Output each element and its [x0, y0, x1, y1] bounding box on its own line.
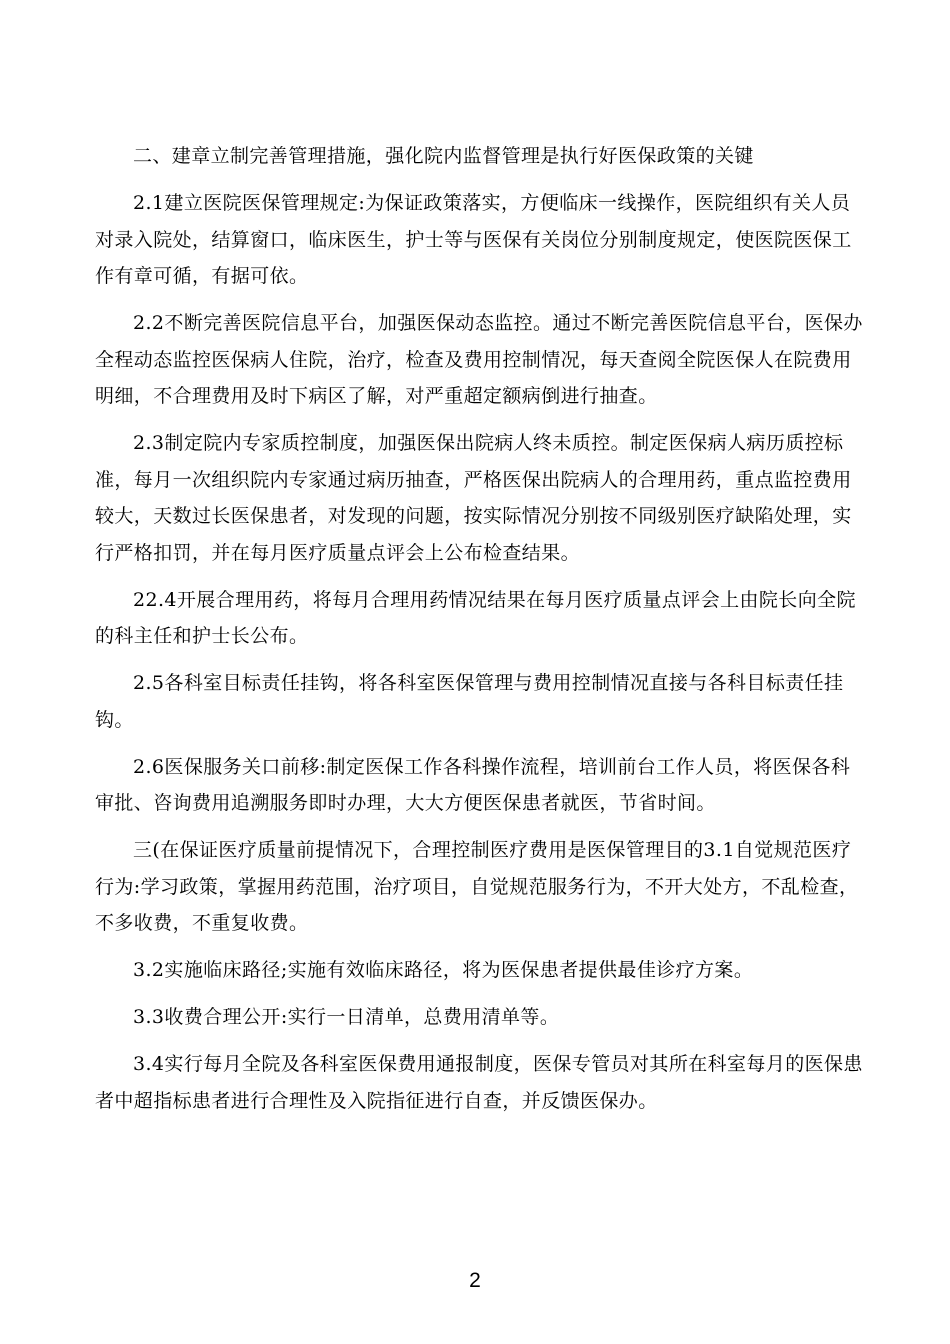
- paragraph-2-1: 2.1建立医院医保管理规定:为保证政策落实，方便临床一线操作，医院组织有关人员对录入院处，结算窗口，临床医生，护士等与医保有关岗位分别制度规定，使医院医保工作有章可循，有据可依。: [95, 192, 852, 287]
- paragraph-3-2: 3.2实施临床路径;实施有效临床路径，将为医保患者提供最佳诊疗方案。: [133, 959, 754, 981]
- paragraph-2-4: 22.4开展合理用药，将每月合理用药情况结果在每月医疗质量点评会上由院长向全院的科主任和护士长公布。: [95, 588, 856, 647]
- document-body: [95, 138, 865, 1130]
- paragraph-section-3: 三(在保证医疗质量前提情况下，合理控制医疗费用是医保管理目的3.1自觉规范医疗行为:学习政策，掌握用药范围，治疗项目，自觉规范服务行为，不开大处方，不乱检查，不多收费，不重复收费。: [95, 839, 859, 934]
- paragraph-2-6: 2.6医保服务关口前移:制定医保工作各科操作流程，培训前台工作人员，将医保各科审批、咨询费用追溯服务即时办理，大大方便医保患者就医，节省时间。: [95, 755, 851, 814]
- paragraph-section-2-heading: 二、建章立制完善管理措施，强化院内监督管理是执行好医保政策的关键: [133, 145, 754, 167]
- paragraph-2-3: 2.3制定院内专家质控制度，加强医保出院病人终未质控。制定医保病人病历质控标准，每月一次组织院内专家通过病历抽查，严格医保出院病人的合理用药，重点监控费用较大，天数过长医保患者，对发现的问题，按实际情况分别按不同级别医疗缺陷处理，实行严格扣罚，并在每月医疗质量点评会上公布检查结果。: [95, 432, 852, 564]
- paragraph-2-2: 2.2不断完善医院信息平台，加强医保动态监控。通过不断完善医院信息平台，医保办全程动态监控医保病人住院，治疗，检查及费用控制情况，每天查阅全院医保人在院费用明细，不合理费用及时下病区了解，对严重超定额病倒进行抽查。: [95, 312, 863, 407]
- page-number: 2: [469, 1269, 481, 1292]
- paragraph-2-5: 2.5各科室目标责任挂钩，将各科室医保管理与费用控制情况直接与各科目标责任挂钩。: [95, 672, 844, 731]
- paragraph-3-3: 3.3收费合理公开:实行一日清单，总费用清单等。: [133, 1006, 560, 1028]
- paragraph-3-4: 3.4实行每月全院及各科室医保费用通报制度，医保专管员对其所在科室每月的医保患者中超指标患者进行合理性及入院指征进行自查，并反馈医保办。: [95, 1053, 863, 1112]
